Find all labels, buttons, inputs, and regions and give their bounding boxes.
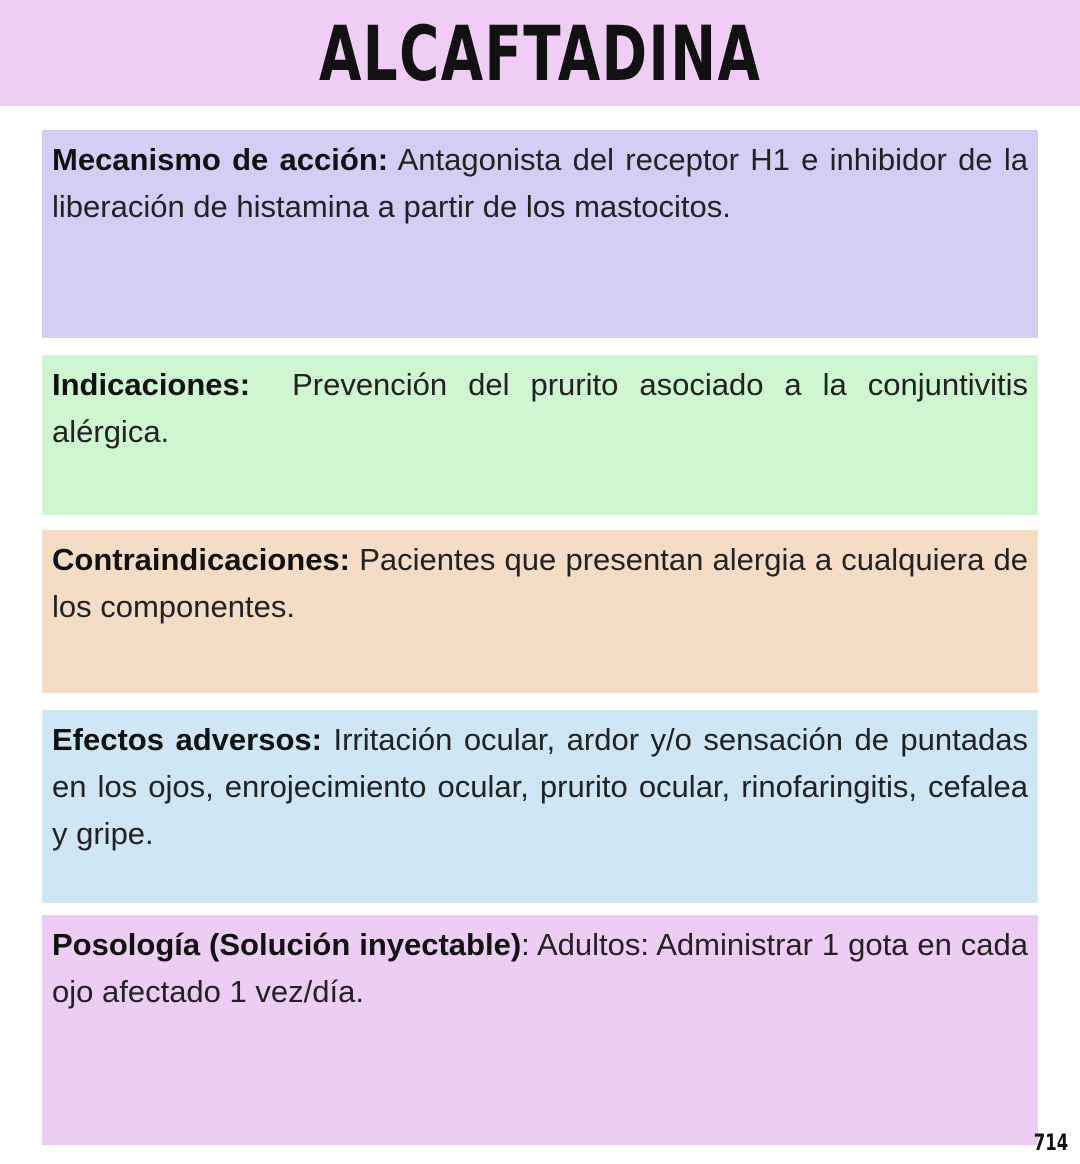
section-text: Irritación ocular, ardor y/o sensación de puntadas en los ojos, enrojecimiento ocular, prurito ocular, rinofaringitis, cefalea y gripe. — [52, 722, 1028, 851]
section-label: Efectos adversos: — [52, 722, 322, 757]
section-mechanism — [42, 130, 1038, 338]
page-title: ALCAFTADINA — [318, 8, 762, 98]
section-contraindications — [42, 530, 1038, 693]
section-label: Indicaciones: — [52, 367, 251, 402]
section-indications — [42, 355, 1038, 515]
title-banner — [0, 0, 1080, 106]
section-adverse-effects — [42, 710, 1038, 903]
section-text: Prevención del prurito asociado a la conjuntivitis alérgica. — [52, 367, 1037, 449]
section-dosage — [42, 915, 1038, 1145]
section-text: Pacientes que presentan alergia a cualquiera de los componentes. — [52, 542, 1028, 624]
section-text: : Adultos: Administrar 1 gota en cada ojo afectado 1 vez/día. — [52, 927, 1028, 1009]
section-label: Contraindicaciones: — [52, 542, 350, 577]
section-text: Antagonista del receptor H1 e inhibidor de la liberación de histamina a partir de los mastocitos. — [52, 142, 1028, 224]
section-label: Posología (Solución inyectable) — [52, 927, 522, 962]
page-number: 714 — [1033, 1131, 1069, 1156]
section-label: Mecanismo de acción: — [52, 142, 389, 177]
